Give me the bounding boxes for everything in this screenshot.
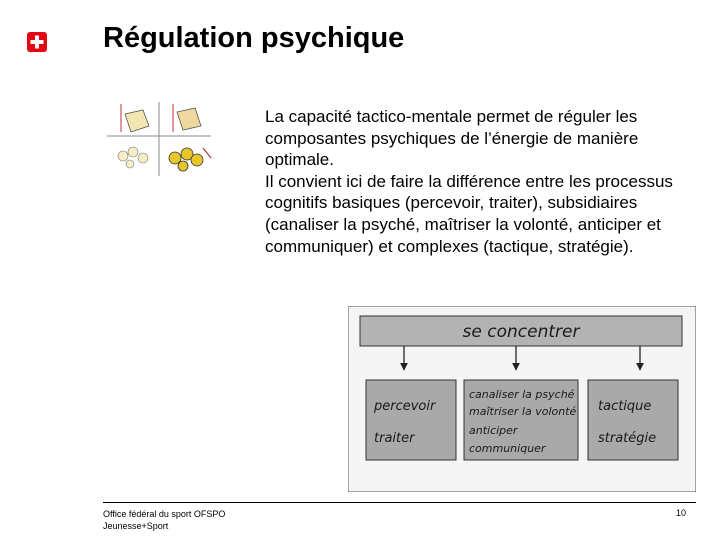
box-complex-line-1: tactique <box>598 399 652 414</box>
box-basic-line-2: traiter <box>374 431 415 446</box>
box-subsidiary-line-2: maîtriser la volonté <box>469 405 577 418</box>
box-basic <box>366 380 456 460</box>
box-subsidiary-line-3: anticiper <box>469 424 518 437</box>
footer-divider <box>103 502 696 503</box>
top-label: se concentrer <box>462 322 580 342</box>
box-subsidiary-line-1: canaliser la psyché <box>469 388 575 401</box>
paragraph-intro: La capacité tactico-mentale permet de réguler les composantes psychiques de l’énergie de manière optimale. <box>265 107 639 170</box>
footer-org-line-1: Office fédéral du sport OFSPO <box>103 509 226 519</box>
paragraph-processes: Il convient ici de faire la différence entre les processus cognitifs basiques (percevoir, traiter), subsidiaires (canaliser la psyché, maîtriser la volonté, anticiper et communiquer) et complexes (tactique, stratégie). <box>265 171 673 256</box>
concentration-diagram <box>348 306 696 492</box>
box-basic-line-1: percevoir <box>374 399 436 414</box>
page-number: 10 <box>676 508 687 518</box>
footer-organization <box>103 508 225 532</box>
box-complex-line-2: stratégie <box>598 431 657 446</box>
swiss-cross-logo <box>27 32 47 52</box>
box-subsidiary-line-4: communiquer <box>469 442 546 455</box>
body-text <box>265 106 695 257</box>
thumbnail-illustration <box>103 100 215 178</box>
box-complex <box>588 380 678 460</box>
page-title: Régulation psychique <box>103 22 405 54</box>
footer-org-line-2: Jeunesse+Sport <box>103 521 169 531</box>
